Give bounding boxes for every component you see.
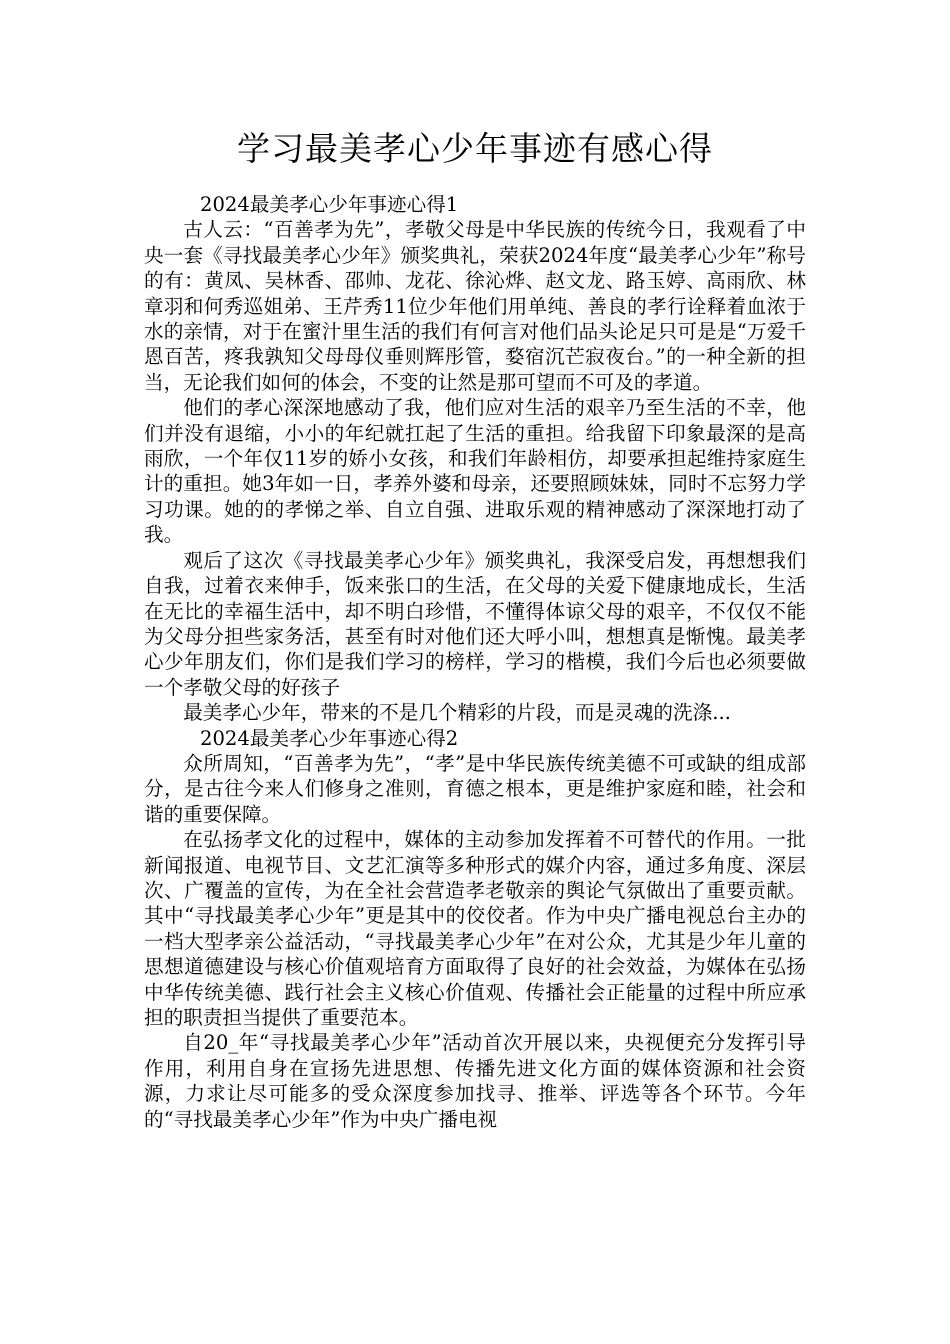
section-heading: 2024最美孝心少年事迹心得2: [200, 726, 459, 750]
paragraph: 自20_年“寻找最美孝心少年”活动首次开展以来，央视便充分发挥引导作用，利用自身在宣扬先进思想、传播先进文化方面的媒体资源和社会资源，力求让尽可能多的受众深度参加找寻、推举、评选等各个环节。今年的“寻找最美孝心少年”作为中央广播电视: [144, 1031, 806, 1131]
section-heading: 2024最美孝心少年事迹心得1: [200, 193, 459, 216]
document-page: [144, 118, 806, 1132]
section-2: [144, 726, 806, 1133]
paragraph: 在弘扬孝文化的过程中，媒体的主动参加发挥着不可替代的作用。一批新闻报道、电视节目、文艺汇演等多种形式的媒介内容，通过多角度、深层次、广覆盖的宣传，为在全社会营造孝老敬亲的舆论气氛做出了重要贡献。其中“寻找最美孝心少年”更是其中的佼佼者。作为中央广播电视总台主办的一档大型孝亲公益活动，“寻找最美孝心少年”在对公众，尤其是少年儿童的思想道德建设与核心价值观培育方面取得了良好的社会效益，为媒体在弘扬中华传统美德、践行社会主义核心价值观、传播社会正能量的过程中所应承担的职责担当提供了重要范本。: [144, 828, 806, 1029]
paragraph: 观后了这次《寻找最美孝心少年》颁奖典礼，我深受启发，再想想我们自我，过着衣来伸手，饭来张口的生活，在父母的关爱下健康地成长，生活在无比的幸福生活中，却不明白珍惜，不懂得体谅父母的艰辛，不仅仅不能为父母分担些家务活，甚至有时对他们还大呼小叫，想想真是惭愧。最美孝心少年朋友们，你们是我们学习的榜样，学习的楷模，我们今后也必须要做一个孝敬父母的好孩子: [144, 548, 806, 699]
section-1: [144, 192, 806, 726]
paragraph: 众所周知，“百善孝为先”，“孝”是中华民族传统美德不可或缺的组成部分，是古往今来人们修身之准则，育德之根本，更是维护家庭和睦，社会和谐的重要保障。: [144, 751, 806, 826]
paragraph: 古人云：“百善孝为先”，孝敬父母是中华民族的传统今日，我观看了中央一套《寻找最美孝心少年》颁奖典礼，荣获2024年度“最美孝心少年”称号的有：黄凤、吴林香、邵帅、龙花、徐沁烨、赵文龙、路玉婷、高雨欣、林章羽和何秀巡姐弟、王芹秀11位少年他们用单纯、善良的孝行诠释着血浓于水的亲情，对于在蜜汁里生活的我们有何言对他们品头论足只可是是“万爱千恩百苦，疼我孰知父母母仪垂则辉彤管，婺宿沉芒寂夜台。”的一种全新的担当，无论我们如何的体会，不变的让然是那可望而不可及的孝道。: [144, 218, 806, 394]
document-title: 学习最美孝心少年事迹有感心得: [237, 129, 713, 168]
paragraph: 最美孝心少年，带来的不是几个精彩的片段，而是灵魂的洗涤...: [183, 701, 731, 725]
paragraph: 他们的孝心深深地感动了我，他们应对生活的艰辛乃至生活的不幸，他们并没有退缩，小小的年纪就扛起了生活的重担。给我留下印象最深的是高雨欣，一个年仅11岁的娇小女孩，和我们年龄相仿，却要承担起维持家庭生计的重担。她3年如一日，孝养外婆和母亲，还要照顾妹妹，同时不忘努力学习功课。她的的孝悌之举、自立自强、进取乐观的精神感动了深深地打动了我。: [144, 396, 806, 547]
